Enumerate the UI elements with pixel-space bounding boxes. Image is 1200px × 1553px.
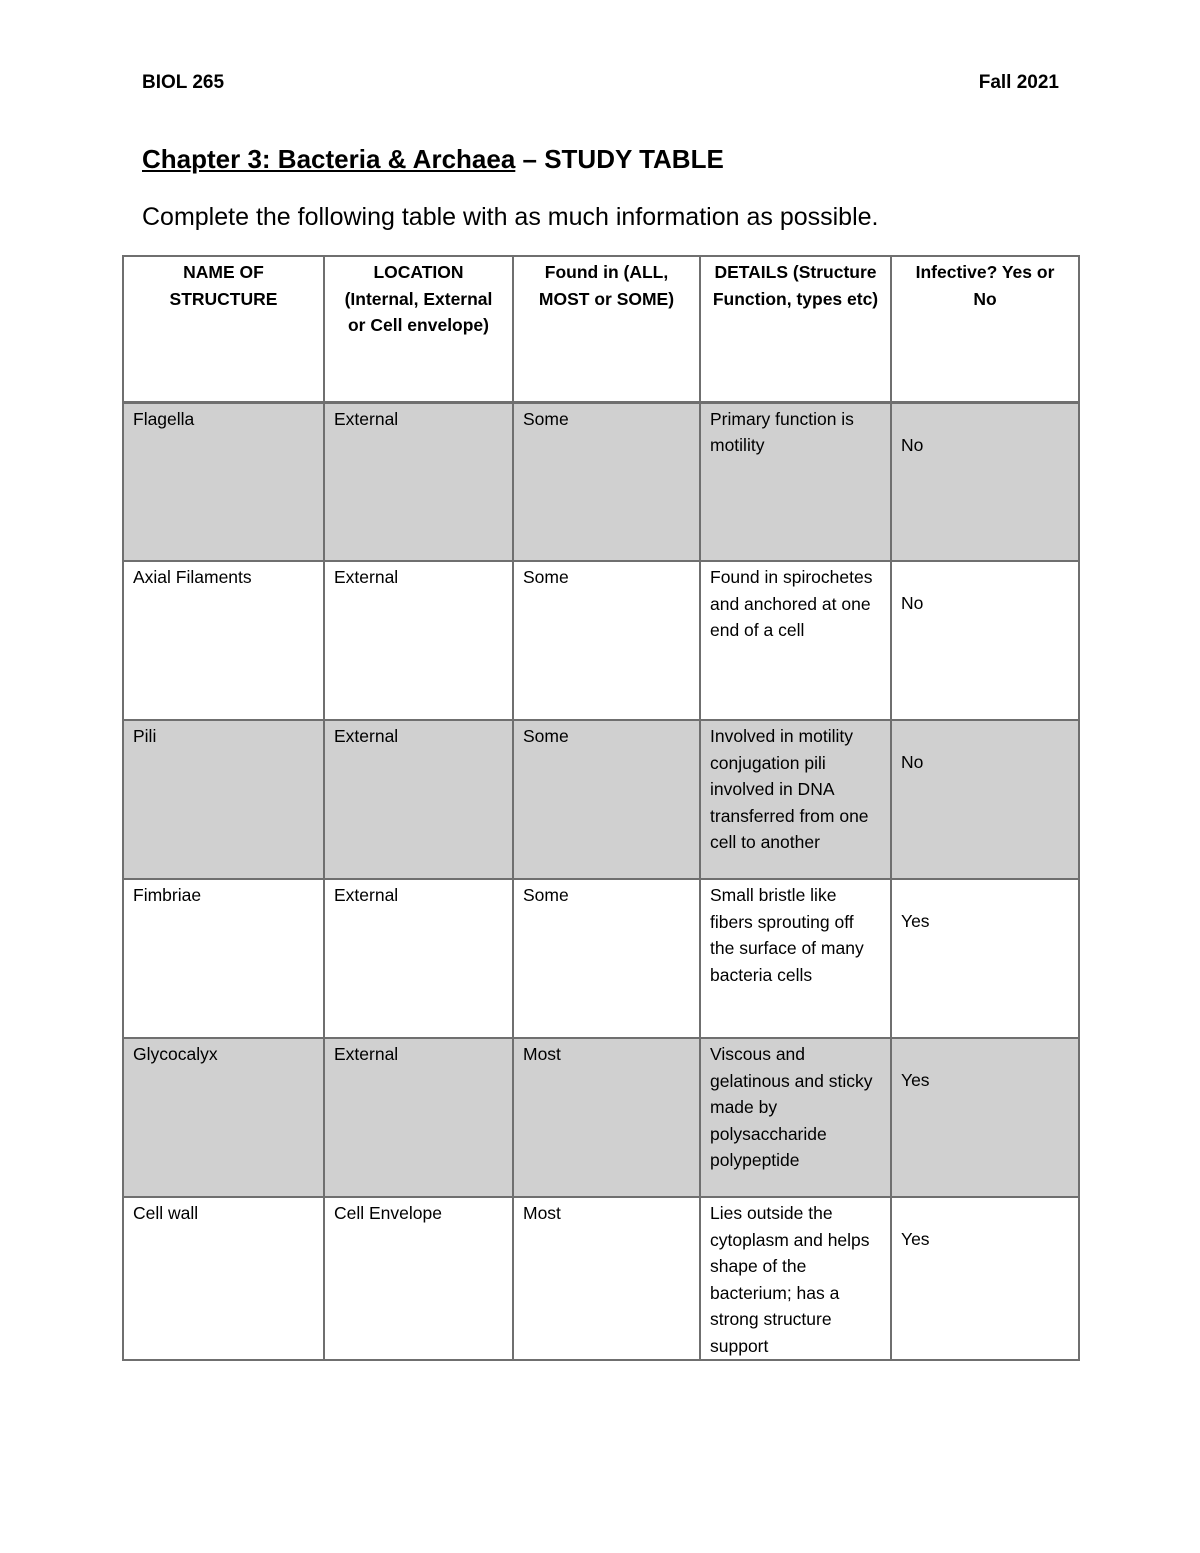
structure-location: External [324, 879, 513, 1038]
structure-found-in: Some [513, 879, 700, 1038]
structure-infective: No [891, 720, 1079, 879]
structure-name: Glycocalyx [123, 1038, 324, 1197]
structure-found-in: Some [513, 402, 700, 561]
chapter-title: Chapter 3: Bacteria & Archaea [142, 144, 516, 174]
table-row [123, 1197, 1079, 1360]
column-header-infective: Infective? Yes or No [891, 256, 1079, 402]
title-suffix: – STUDY TABLE [515, 144, 724, 174]
table-row [123, 561, 1079, 720]
structure-name: Fimbriae [123, 879, 324, 1038]
structure-details: Lies outside the cytoplasm and helps shape of the bacterium; has a strong structure support [700, 1197, 891, 1360]
instructions: Complete the following table with as much information as possible. [142, 203, 879, 231]
table-row [123, 879, 1079, 1038]
structure-name: Pili [123, 720, 324, 879]
structure-name: Cell wall [123, 1197, 324, 1360]
structure-infective: Yes [891, 1197, 1079, 1360]
table-row [123, 720, 1079, 879]
structure-infective: No [891, 402, 1079, 561]
table-row [123, 1038, 1079, 1197]
structure-location: Cell Envelope [324, 1197, 513, 1360]
page-title [142, 144, 724, 175]
column-header-name: NAME OF STRUCTURE [123, 256, 324, 402]
structure-found-in: Most [513, 1197, 700, 1360]
course-code: BIOL 265 [142, 72, 225, 93]
header-row [123, 256, 1079, 402]
structure-found-in: Some [513, 561, 700, 720]
column-header-found-in: Found in (ALL, MOST or SOME) [513, 256, 700, 402]
structure-location: External [324, 720, 513, 879]
structure-name: Flagella [123, 402, 324, 561]
structure-infective: Yes [891, 1038, 1079, 1197]
structure-location: External [324, 402, 513, 561]
term-label: Fall 2021 [978, 72, 1059, 93]
column-header-location: LOCATION (Internal, External or Cell envelope) [324, 256, 513, 402]
structure-details: Primary function is motility [700, 402, 891, 561]
structure-location: External [324, 1038, 513, 1197]
structure-details: Viscous and gelatinous and sticky made by polysaccharide polypeptide [700, 1038, 891, 1197]
structure-details: Found in spirochetes and anchored at one end of a cell [700, 561, 891, 720]
study-table [122, 255, 1080, 1361]
table-row [123, 402, 1079, 561]
structure-details: Small bristle like fibers sprouting off the surface of many bacteria cells [700, 879, 891, 1038]
structure-infective: Yes [891, 879, 1079, 1038]
structure-details: Involved in motility conjugation pili involved in DNA transferred from one cell to another [700, 720, 891, 879]
column-header-details: DETAILS (Structure Function, types etc) [700, 256, 891, 402]
structure-found-in: Most [513, 1038, 700, 1197]
structure-location: External [324, 561, 513, 720]
structure-name: Axial Filaments [123, 561, 324, 720]
structure-infective: No [891, 561, 1079, 720]
structure-found-in: Some [513, 720, 700, 879]
